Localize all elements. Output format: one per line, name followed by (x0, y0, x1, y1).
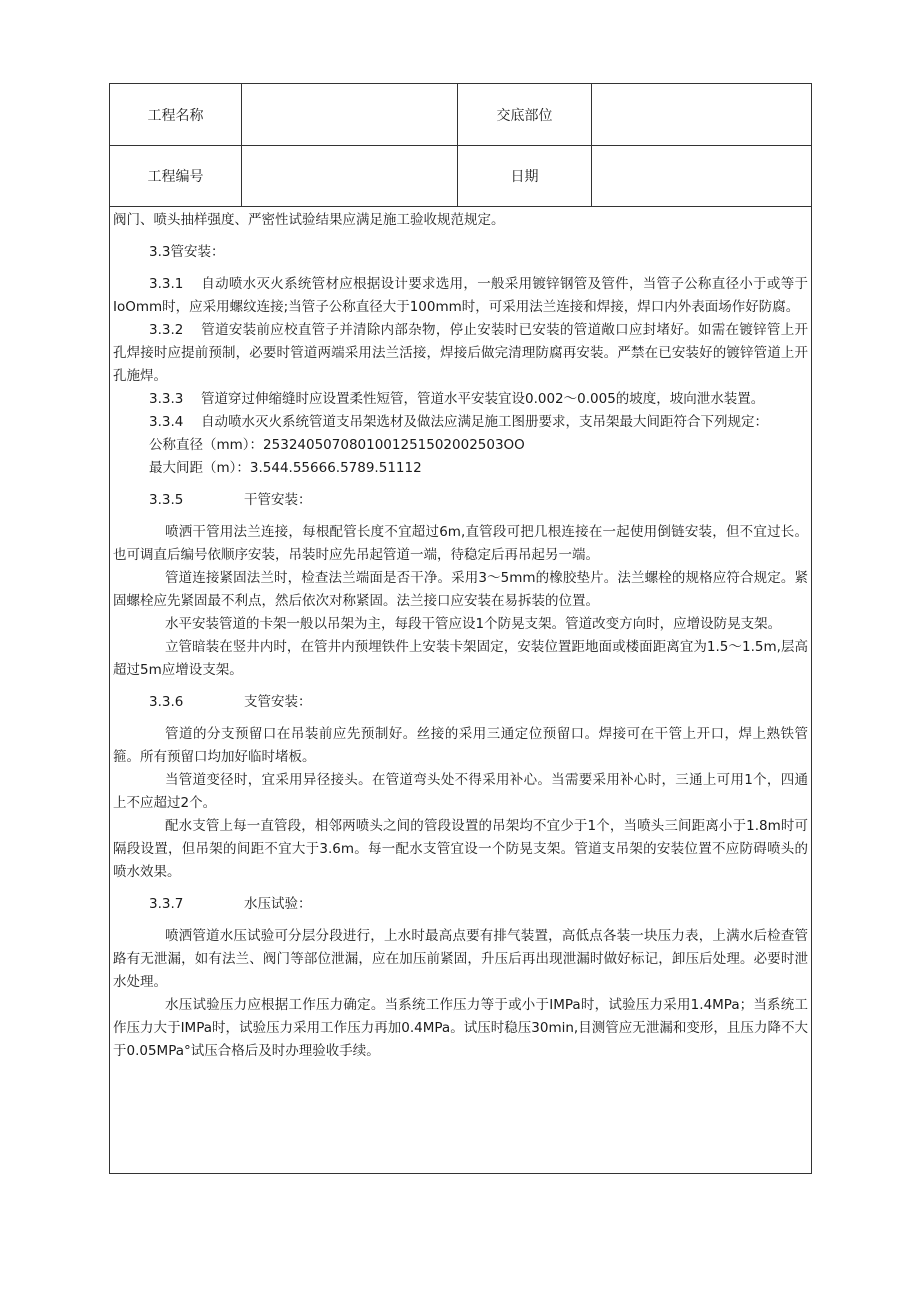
max-span-line: 最大间距（m）：3.544.55666.5789.51112 (149, 460, 422, 476)
paragraph (113, 388, 808, 411)
paragraph (113, 411, 808, 434)
paragraph: 水平安装管道的卡架一般以吊架为主，每段干管应设1个防晃支架。管道改变方向时，应增设防晃支架。 (165, 616, 782, 632)
section-number: 3.3.2 (149, 322, 184, 338)
paragraph: 当管道变径时，宜采用异径接头。在管道弯头处不得采用补心。当需要采用补心时，三通上可用1个，四通上不应超过2个。 (113, 772, 808, 811)
section-number: 3.3.3 (149, 391, 184, 407)
project-name-label: 工程名称 (110, 84, 242, 145)
header-row-1 (110, 84, 811, 146)
paragraph: 阀门、喷头抽样强度、严密性试验结果应满足施工验收规范规定。 (113, 212, 505, 228)
section-number: 3.3.5 (149, 492, 184, 508)
section-heading (113, 691, 808, 714)
section-heading: 3.3管安装： (149, 244, 225, 260)
project-number-label: 工程编号 (110, 145, 242, 206)
date-label: 日期 (458, 145, 592, 206)
paragraph: 喷洒干管用法兰连接，每根配管长度不宜超过6m,直管段可把几根连接在一起使用倒链安装，但不宜过长。也可调直后编号依顺序安装，吊装时应先吊起管道一端，待稳定后再吊起另一端。 (113, 524, 808, 563)
section-text: 自动喷水灭火系统管道支吊架选材及做法应满足施工图册要求，支吊架最大间距符合下列规定： (201, 414, 768, 430)
paragraph: 喷洒管道水压试验可分层分段进行，上水时最高点要有排气装置，高低点各装一块压力表，上满水后检查管路有无泄漏，如有法兰、阀门等部位泄漏，应在加压前紧固，升压后再出现泄漏时做好标记，卸压后处理。必要时泄水处理。 (113, 928, 808, 990)
date-field[interactable] (592, 145, 811, 206)
project-name-field[interactable] (242, 84, 458, 145)
section-title: 干管安装： (244, 492, 312, 508)
section-number: 3.3.4 (149, 414, 184, 430)
header-row-2 (110, 145, 811, 207)
paragraph: 管道连接紧固法兰时，检查法兰端面是否干净。采用3～5mm的橡胶垫片。法兰螺栓的规格应符合规定。紧固螺栓应先紧固最不利点，然后依次对称紧固。法兰接口应安装在易拆装的位置。 (113, 570, 808, 609)
section-text: 管道穿过伸缩缝时应设置柔性短管，管道水平安装宜设0.002～0.005的坡度，坡向泄水装置。 (201, 391, 765, 407)
section-number: 3.3.1 (149, 276, 184, 292)
paragraph: 水压试验压力应根据工作压力确定。当系统工作压力等于或小于IMPa时，试验压力采用1.4MPa；当系统工作压力大于IMPa时，试验压力采用工作压力再加0.4MPa。试压时稳压30min,目测管应无泄漏和变形，且压力降不大于0.05MPa°试压合格后及时办理验收手续。 (113, 997, 808, 1059)
handover-form (109, 83, 812, 1174)
section-text: 自动喷水灭火系统管材应根据设计要求选用，一般采用镀锌钢管及管件，当管子公称直径小于或等于IoOmm时，应采用螺纹连接;当管子公称直径大于100mm时，可采用法兰连接和焊接，焊口内外表面场作好防腐。 (113, 276, 808, 315)
section-number: 3.3.6 (149, 694, 184, 710)
nominal-diameter-line: 公称直径（mm）：2532405070801001251502002503OO (149, 437, 525, 453)
paragraph (113, 319, 808, 388)
paragraph: 立管暗装在竖井内时，在管井内预埋铁件上安装卡架固定，安装位置距地面或楼面距离宜为1.5～1.5m,层高超过5m应增设支架。 (113, 639, 808, 678)
handover-part-field[interactable] (592, 84, 811, 145)
paragraph (113, 273, 808, 319)
content-body (110, 207, 811, 1173)
paragraph: 配水支管上每一直管段，相邻两喷头之间的管段设置的吊架均不宜少于1个，当喷头三间距离小于1.8m时可隔段设置，但吊架的间距不宜大于3.6m。每一配水支管宜设一个防晃支架。管道支吊架的安装位置不应防碍喷头的喷水效果。 (113, 818, 808, 880)
section-text: 管道安装前应校直管子并清除内部杂物，停止安装时已安装的管道敞口应封堵好。如需在镀锌管上开孔焊接时应提前预制，必要时管道两端采用法兰活接，焊接后做完清理防腐再安装。严禁在已安装好的镀锌管道上开孔施焊。 (113, 322, 808, 384)
handover-part-label: 交底部位 (458, 84, 592, 145)
project-number-field[interactable] (242, 145, 458, 206)
section-title: 水压试验： (244, 896, 312, 912)
section-heading (113, 489, 808, 512)
section-number: 3.3.7 (149, 896, 184, 912)
section-title: 支管安装： (244, 694, 312, 710)
paragraph: 管道的分支预留口在吊装前应先预制好。丝接的采用三通定位预留口。焊接可在干管上开口，焊上熟铁管箍。所有预留口均加好临时堵板。 (113, 726, 808, 765)
section-heading (113, 893, 808, 916)
